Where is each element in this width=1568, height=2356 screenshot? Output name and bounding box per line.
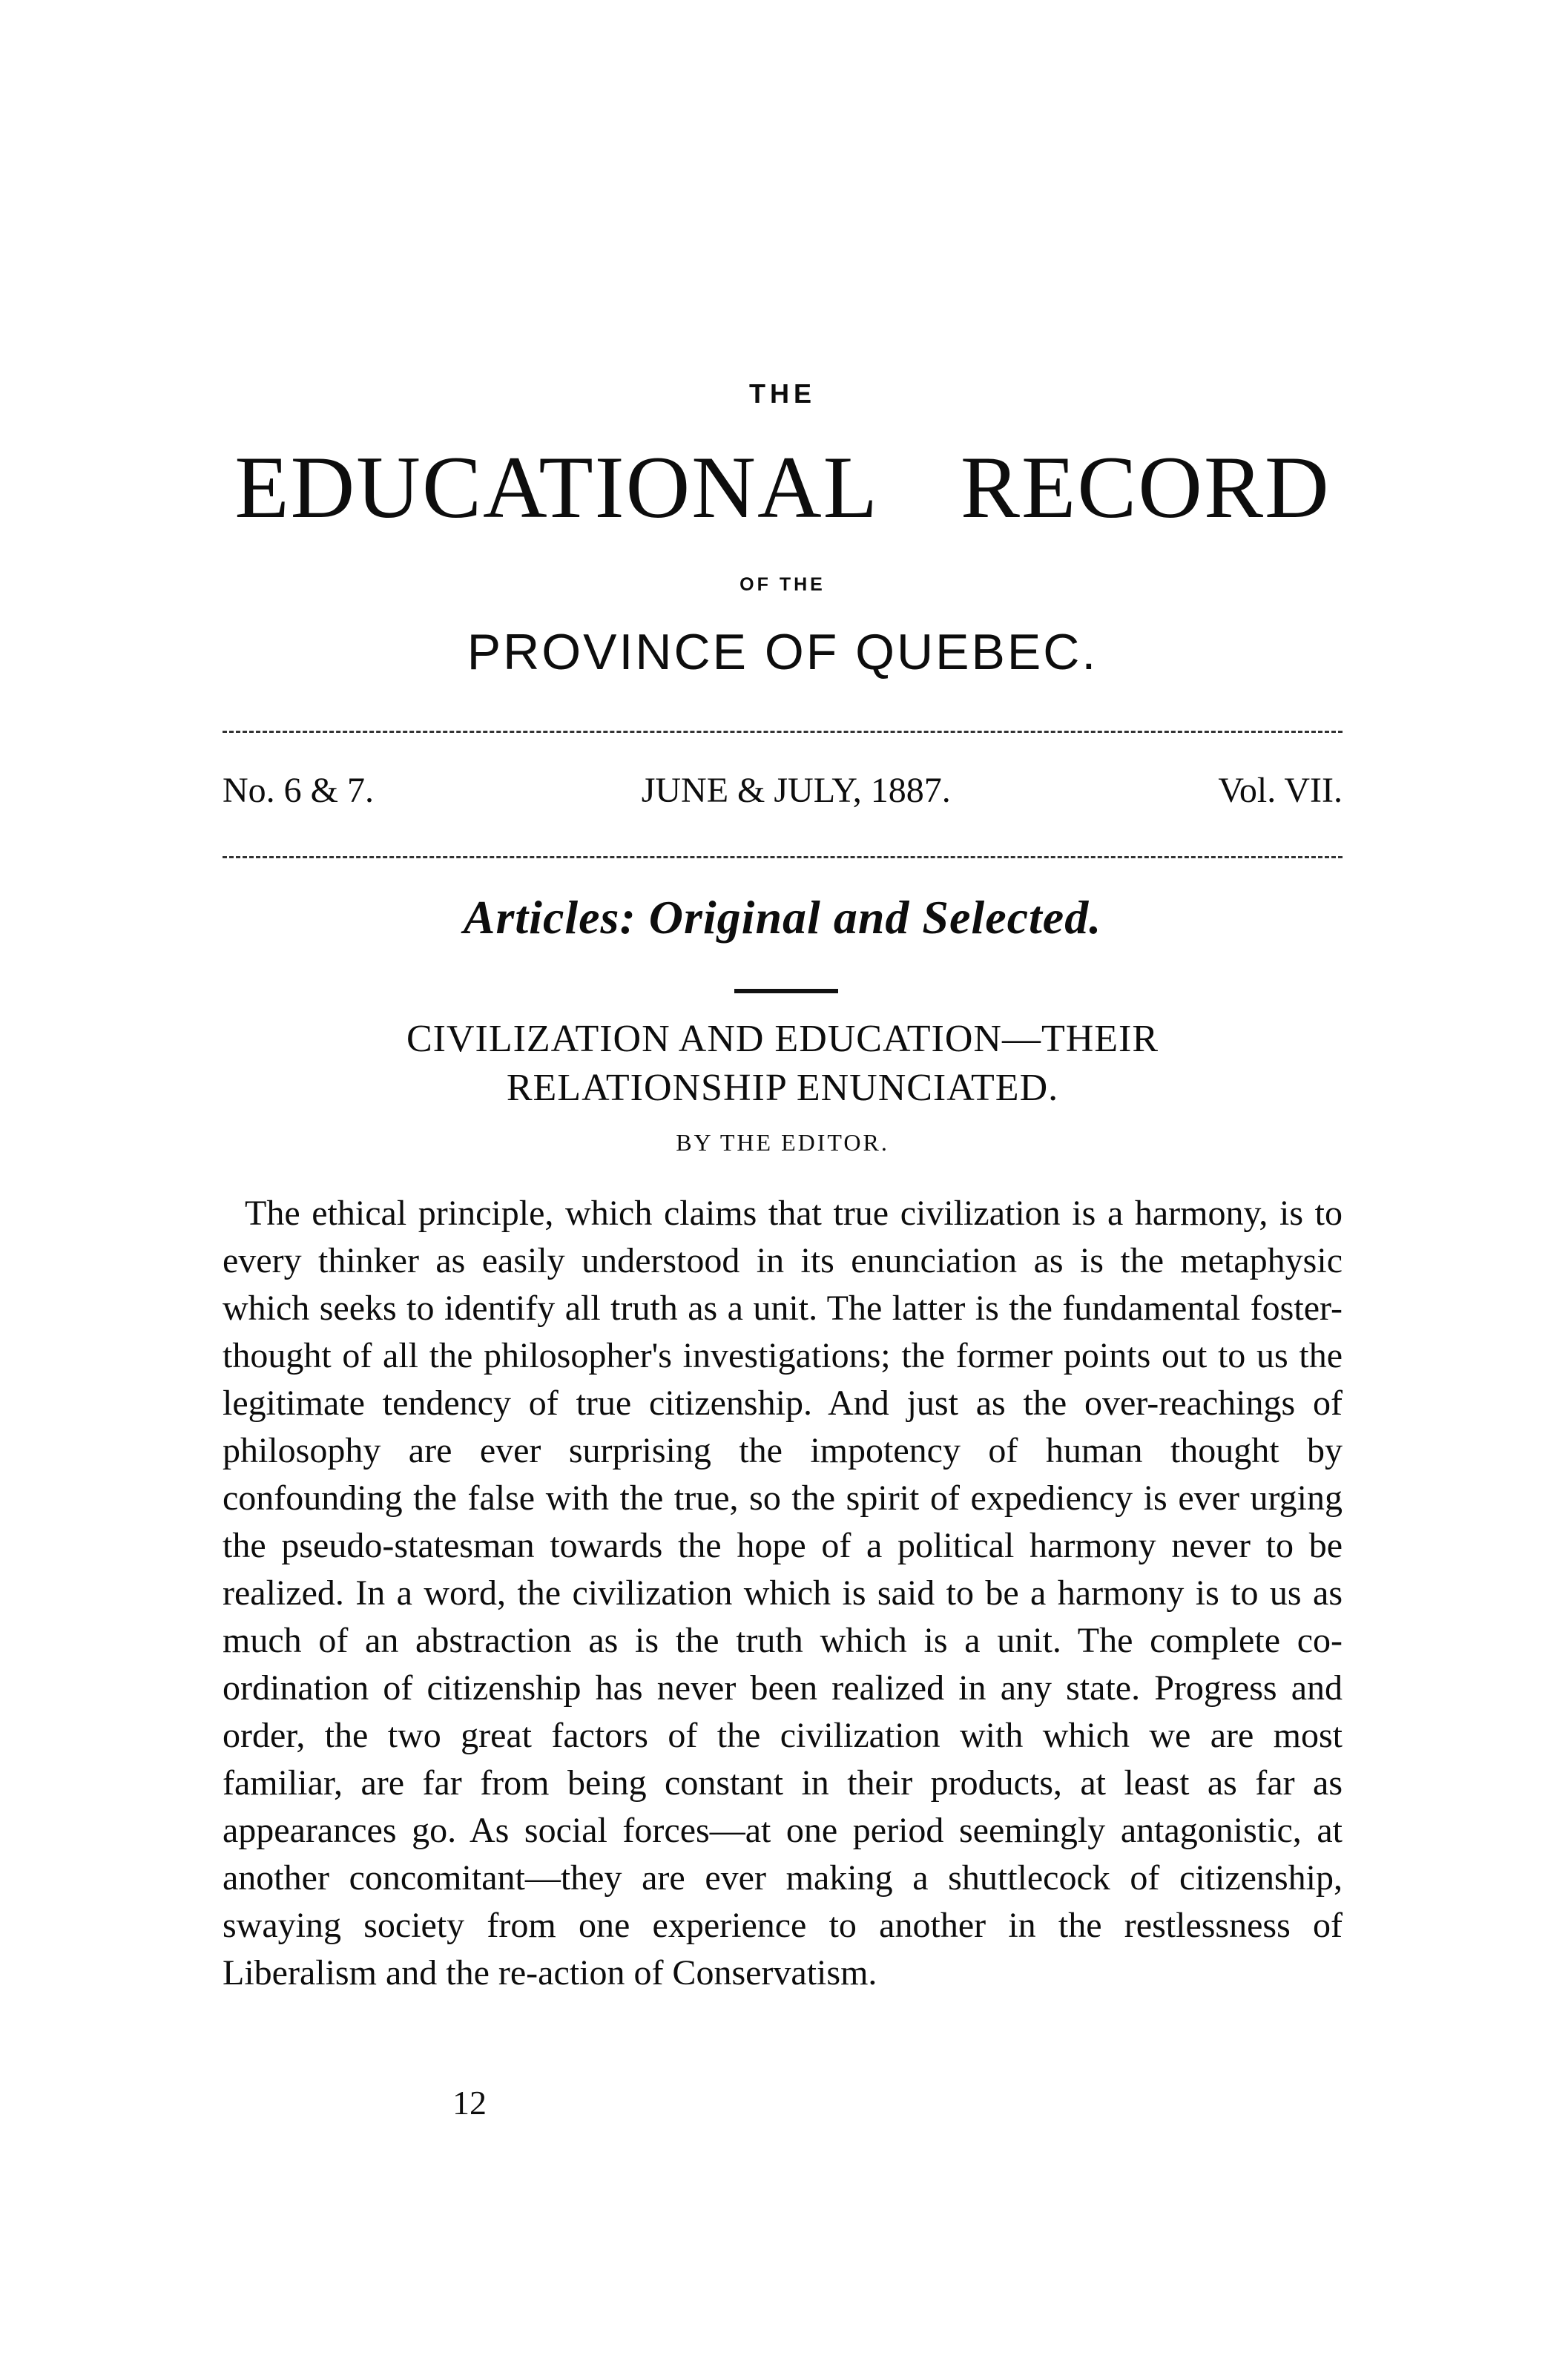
document-page (223, 0, 1343, 2356)
article-body: The ethical principle, which claims that true civilization is a harmony, is to every thinker as easily understood in its enunciation as is the metaphysic which seeks to identify all truth as a unit. The latter is the fundamental foster-thought of all the philosopher's investigations; the former points out to us the legitimate tendency of true citizenship. And just as the over-reachings of philosophy are ever surprising the impotency of human thought by confounding the false with the true, so the spirit of expediency is ever urging the pseudo-statesman towards the hope of a political harmony never to be realized. In a word, the civilization which is said to be a harmony is to us as much of an abstraction as is the truth which is a unit. The complete co-ordination of citizenship has never been realized in any state. Progress and order, the two great factors of the civilization with which we are most familiar, are far from being constant in their products, at least as far as appearances go. As social forces—at one period seemingly antagonistic, at another concomitant—they are ever making a shuttlecock of citizenship, swaying society from one experience to another in the restlessness of Liberalism and the re-action of Conservatism. (223, 1194, 1343, 1993)
masthead-title-part2: RECORD (960, 438, 1331, 536)
divider-rule-bottom (223, 856, 1343, 858)
article-title-line2: RELATIONSHIP ENUNCIATED. (506, 1067, 1059, 1109)
article-title-line1: CIVILIZATION AND EDUCATION—THEIR (406, 1018, 1159, 1060)
masthead-of-the: OF THE (739, 574, 826, 595)
page-number: 12 (452, 2084, 487, 2122)
issue-line (223, 770, 1343, 811)
issue-number: No. 6 & 7. (223, 771, 374, 810)
article-byline: BY THE EDITOR. (676, 1129, 889, 1156)
masthead-title (223, 436, 1343, 539)
divider-rule-top (223, 731, 1343, 733)
article-title (223, 1015, 1343, 1113)
masthead-province: PROVINCE OF QUEBEC. (467, 624, 1098, 680)
short-divider (734, 989, 838, 993)
masthead-the: THE (749, 378, 816, 409)
issue-date: JUNE & JULY, 1887. (641, 771, 951, 810)
section-heading: Articles: Original and Selected. (463, 891, 1102, 944)
issue-volume: Vol. VII. (1218, 771, 1343, 810)
masthead-title-part1: EDUCATIONAL (234, 438, 879, 536)
